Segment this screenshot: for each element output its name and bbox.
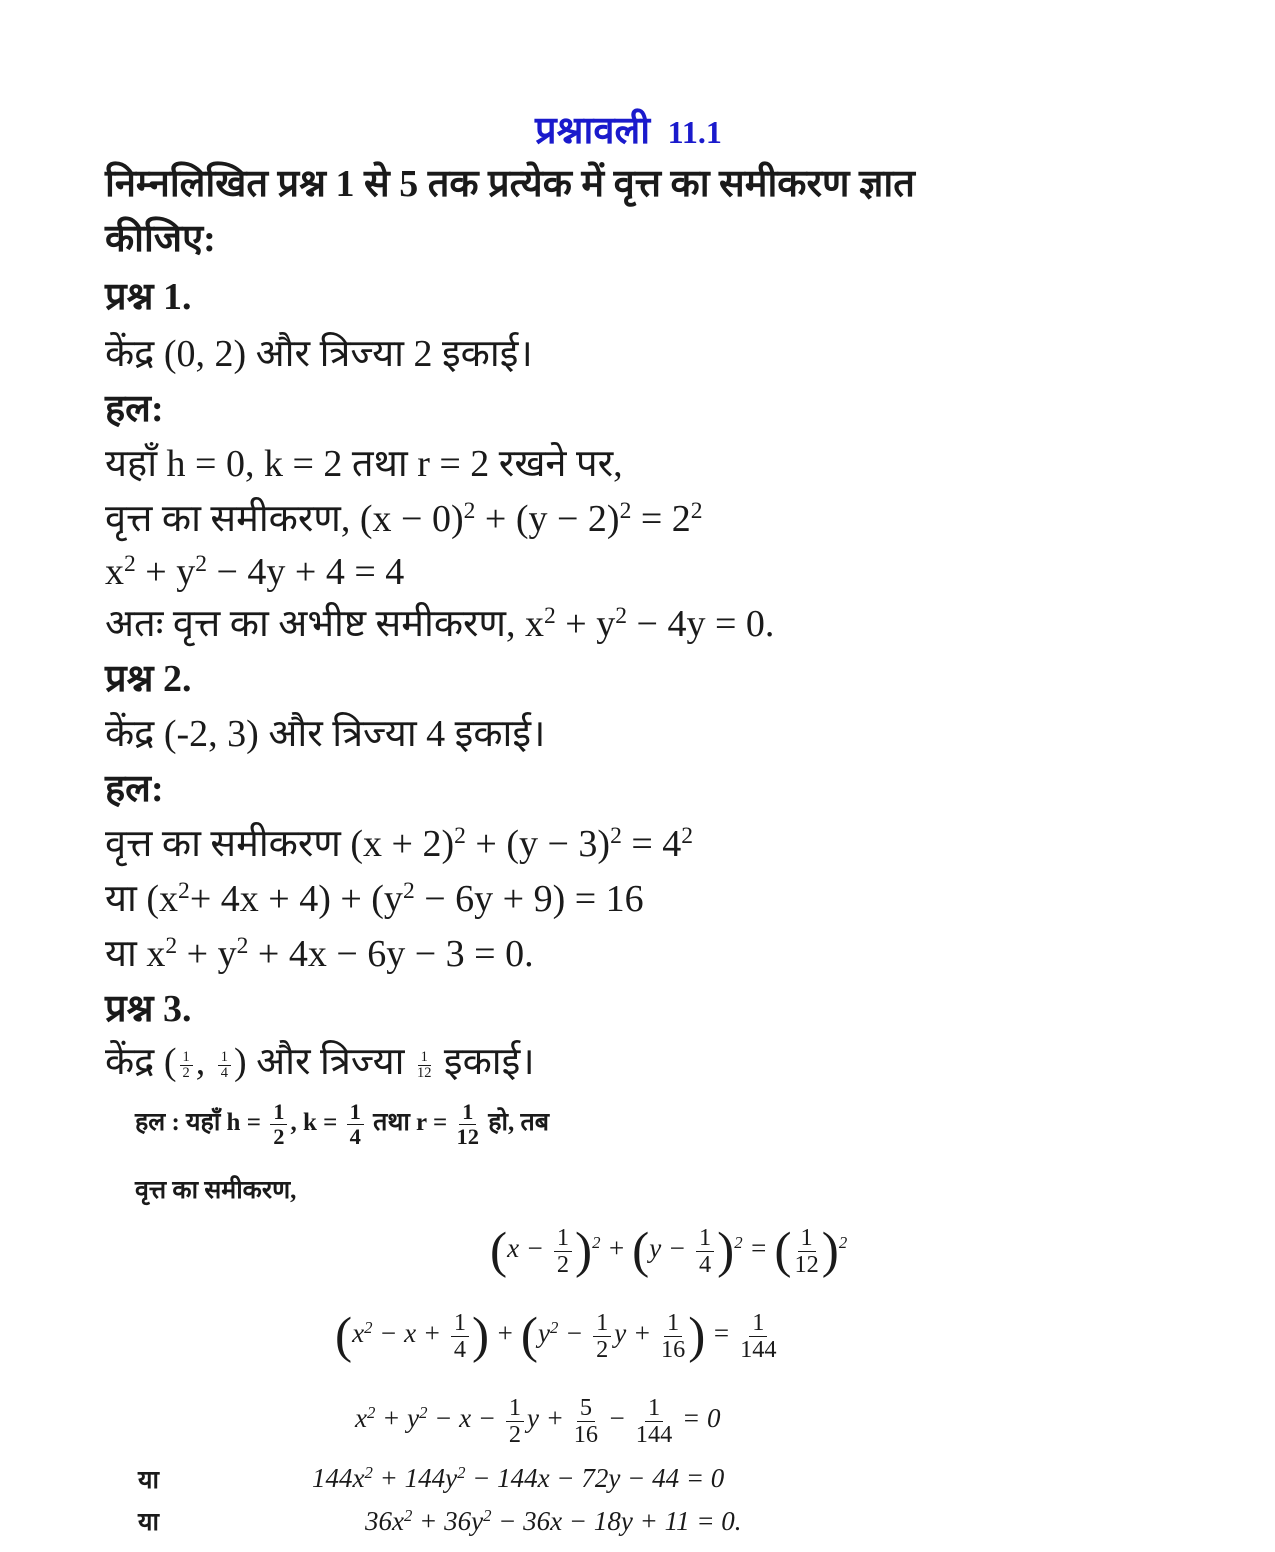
exponent: 2 — [236, 933, 249, 960]
text-run: हल: — [105, 388, 164, 430]
text-run: या (x — [105, 878, 179, 920]
text-run: 144x — [312, 1463, 365, 1493]
text-run: y + — [527, 1403, 571, 1434]
exponent: 2 — [549, 1318, 559, 1337]
fraction — [554, 1225, 572, 1277]
text-run: कीजिए: — [105, 218, 216, 260]
solution-line — [105, 935, 534, 973]
text-run: y − — [649, 1233, 693, 1264]
instruction-line — [105, 165, 915, 203]
text-run: प्रश्न 1. — [105, 276, 192, 318]
numerator: 1 — [506, 1395, 524, 1422]
equation — [490, 1222, 848, 1279]
instruction-line — [105, 220, 216, 258]
denominator: 2 — [556, 1250, 569, 1278]
parenthesis: ( — [520, 1307, 538, 1364]
numerator: 1 — [593, 1310, 611, 1337]
numerator: 1 — [645, 1395, 663, 1422]
text-run: − x − — [427, 1403, 503, 1434]
text-run: = — [742, 1233, 775, 1264]
solution-line — [135, 1100, 549, 1148]
exponent: 2 — [366, 1403, 376, 1422]
text-run: y + — [614, 1318, 658, 1349]
parenthesis: ( — [632, 1222, 650, 1279]
denominator: 12 — [416, 1064, 432, 1081]
exercise-title — [535, 112, 722, 150]
parenthesis: ( — [335, 1307, 353, 1364]
exponent: 2 — [734, 1233, 743, 1252]
text-run: निम्नलिखित प्रश्न 1 से 5 तक प्रत्येक में वृत्त का समीकरण ज्ञात — [105, 163, 915, 205]
text-run: + y — [555, 603, 616, 645]
text-run: या x — [105, 933, 166, 975]
fraction — [661, 1310, 685, 1362]
text-run: = — [705, 1318, 738, 1349]
exponent: 2 — [592, 1233, 601, 1252]
text-run: , — [195, 1041, 215, 1083]
text-run: x − — [507, 1233, 551, 1264]
denominator: 16 — [573, 1420, 599, 1448]
fraction — [417, 1050, 431, 1081]
fraction — [270, 1100, 287, 1148]
text-run: = 4 — [621, 823, 682, 865]
text-run: = 2 — [631, 498, 691, 540]
exponent: 2 — [402, 878, 415, 905]
numerator: 5 — [577, 1395, 595, 1422]
fraction — [794, 1225, 818, 1277]
text-run: − x + — [372, 1318, 448, 1349]
text-run: केंद्र (0, 2) और त्रिज्या 2 इकाई। — [105, 333, 533, 375]
question-heading — [105, 990, 192, 1028]
exponent: 2 — [195, 551, 207, 578]
fraction — [574, 1395, 598, 1447]
fraction — [740, 1310, 776, 1362]
parenthesis: ) — [574, 1222, 593, 1279]
denominator: 4 — [453, 1335, 467, 1363]
text-run: − 6y + 9) = 16 — [414, 878, 644, 920]
text-run: x — [352, 1318, 365, 1349]
text-run: वृत्त का समीकरण (x + 2) — [105, 823, 455, 865]
text-run: − — [558, 1318, 591, 1349]
exponent: 2 — [690, 498, 703, 525]
question-heading — [105, 278, 192, 316]
text-run: − 144x − 72y − 44 = 0 — [465, 1463, 725, 1493]
exponent: 2 — [681, 823, 694, 850]
fraction — [593, 1310, 611, 1362]
question-text — [105, 1043, 535, 1081]
equation — [335, 1307, 780, 1364]
fraction — [451, 1310, 469, 1362]
text-run: + 36y — [412, 1506, 484, 1536]
denominator: 144 — [635, 1420, 673, 1448]
denominator: 16 — [660, 1335, 686, 1363]
text-run: वृत्त का समीकरण, (x − 0) — [105, 498, 464, 540]
question-text — [105, 335, 533, 373]
numerator: 1 — [451, 1310, 469, 1337]
denominator: 2 — [182, 1064, 190, 1081]
parenthesis: ) — [821, 1222, 839, 1279]
text-run: − 4y = 0. — [627, 603, 775, 645]
exponent: 2 — [403, 1505, 413, 1525]
text-run: − — [601, 1403, 633, 1434]
fraction — [636, 1395, 672, 1447]
text-run: x — [105, 551, 124, 593]
denominator: 12 — [456, 1123, 479, 1149]
parenthesis: ( — [490, 1222, 508, 1279]
exponent: 2 — [457, 1462, 466, 1482]
numerator: 1 — [418, 1050, 431, 1066]
exponent: 2 — [619, 498, 632, 525]
exponent: 2 — [419, 1403, 428, 1422]
text-run: अतः वृत्त का अभीष्ट समीकरण, x — [105, 603, 545, 645]
text-run: + y — [177, 933, 237, 975]
text-run: + 144y — [372, 1463, 458, 1493]
parenthesis: ) — [688, 1307, 706, 1364]
solution-line — [105, 500, 703, 538]
numerator: 1 — [798, 1225, 816, 1252]
text-run: प्रश्न 2. — [105, 658, 192, 700]
fraction — [456, 1100, 479, 1148]
text-run: + — [600, 1233, 633, 1264]
text-run: केंद्र (-2, 3) और त्रिज्या 4 इकाई। — [105, 713, 546, 755]
numerator: 1 — [459, 1100, 476, 1125]
text-run: + (y − 3) — [465, 823, 611, 865]
denominator: 4 — [349, 1123, 361, 1149]
denominator: 2 — [596, 1335, 609, 1363]
text-run: केंद्र ( — [105, 1041, 177, 1083]
text-run: ) और त्रिज्या — [233, 1041, 414, 1083]
solution-line — [105, 553, 404, 591]
exponent: 2 — [124, 551, 136, 578]
exponent: 2 — [454, 823, 466, 850]
solution-line — [105, 880, 644, 918]
solution-heading — [105, 770, 164, 808]
solution-line — [105, 445, 623, 483]
text-run: वृत्त का समीकरण, — [135, 1177, 297, 1204]
question-text — [105, 715, 545, 753]
text-run: − 36x − 18y + 11 = 0. — [491, 1506, 742, 1536]
denominator: 4 — [220, 1064, 228, 1081]
text-run: हल : यहाँ h = — [135, 1108, 268, 1136]
text-run: + (y − 2) — [475, 498, 620, 540]
text-run: + y — [135, 551, 196, 593]
numerator: 1 — [696, 1225, 714, 1252]
text-run: यहाँ h = 0, k = 2 तथा r = 2 रखने पर, — [105, 443, 623, 485]
parenthesis: ) — [717, 1222, 735, 1279]
text-run: या — [138, 1467, 159, 1494]
fraction — [218, 1050, 231, 1081]
exponent: 2 — [615, 603, 628, 630]
exercise-title-hindi: प्रश्नावली — [535, 110, 651, 152]
numerator: 1 — [347, 1100, 364, 1125]
or-label — [138, 1510, 159, 1535]
denominator: 2 — [508, 1420, 522, 1448]
numerator: 1 — [664, 1310, 682, 1337]
question-heading — [105, 660, 192, 698]
exponent: 2 — [544, 603, 556, 630]
denominator: 4 — [698, 1250, 712, 1278]
numerator: 1 — [554, 1225, 572, 1252]
exponent: 2 — [165, 933, 178, 960]
exponent: 2 — [483, 1505, 492, 1525]
numerator: 1 — [270, 1100, 287, 1125]
equation — [365, 1505, 742, 1536]
fraction — [696, 1225, 714, 1277]
or-label — [138, 1468, 159, 1493]
text-run: + y — [375, 1403, 420, 1434]
denominator: 12 — [794, 1250, 819, 1278]
numerator: 1 — [749, 1310, 767, 1337]
text-run: y — [537, 1318, 550, 1349]
parenthesis: ( — [774, 1222, 792, 1279]
exponent: 2 — [178, 878, 190, 905]
parenthesis: ) — [472, 1307, 490, 1364]
exponent: 2 — [364, 1462, 373, 1482]
solution-heading — [105, 390, 164, 428]
text-run: 36x — [365, 1506, 404, 1536]
exponent: 2 — [838, 1233, 848, 1252]
exponent: 2 — [364, 1318, 373, 1337]
numerator: 1 — [218, 1050, 231, 1066]
text-run: + 4x + 4) + (y — [189, 878, 403, 920]
numerator: 1 — [180, 1050, 193, 1066]
fraction — [180, 1050, 193, 1081]
equation — [312, 1462, 725, 1493]
text-run: , k = — [290, 1108, 344, 1136]
text-run: या — [138, 1509, 159, 1536]
denominator: 2 — [273, 1123, 285, 1149]
text-run: हो, तब — [481, 1108, 549, 1136]
text-run: + — [489, 1318, 521, 1349]
solution-line — [105, 825, 693, 863]
text-run: x — [355, 1403, 367, 1434]
fraction — [347, 1100, 364, 1148]
text-run: + 4x − 6y − 3 = 0. — [248, 933, 534, 975]
text-run: तथा r = — [366, 1108, 454, 1136]
denominator: 144 — [740, 1335, 777, 1363]
solution-line — [135, 1178, 296, 1203]
text-run: − 4y + 4 = 4 — [207, 551, 405, 593]
fraction — [506, 1395, 524, 1447]
text-run: हल: — [105, 768, 164, 810]
text-run: प्रश्न 3. — [105, 988, 192, 1030]
exponent: 2 — [463, 498, 476, 525]
equation — [355, 1395, 720, 1447]
text-run: = 0 — [675, 1403, 721, 1434]
solution-line — [105, 605, 774, 643]
exponent: 2 — [610, 823, 622, 850]
text-run: इकाई। — [434, 1041, 535, 1083]
exercise-number: 11.1 — [667, 114, 722, 150]
